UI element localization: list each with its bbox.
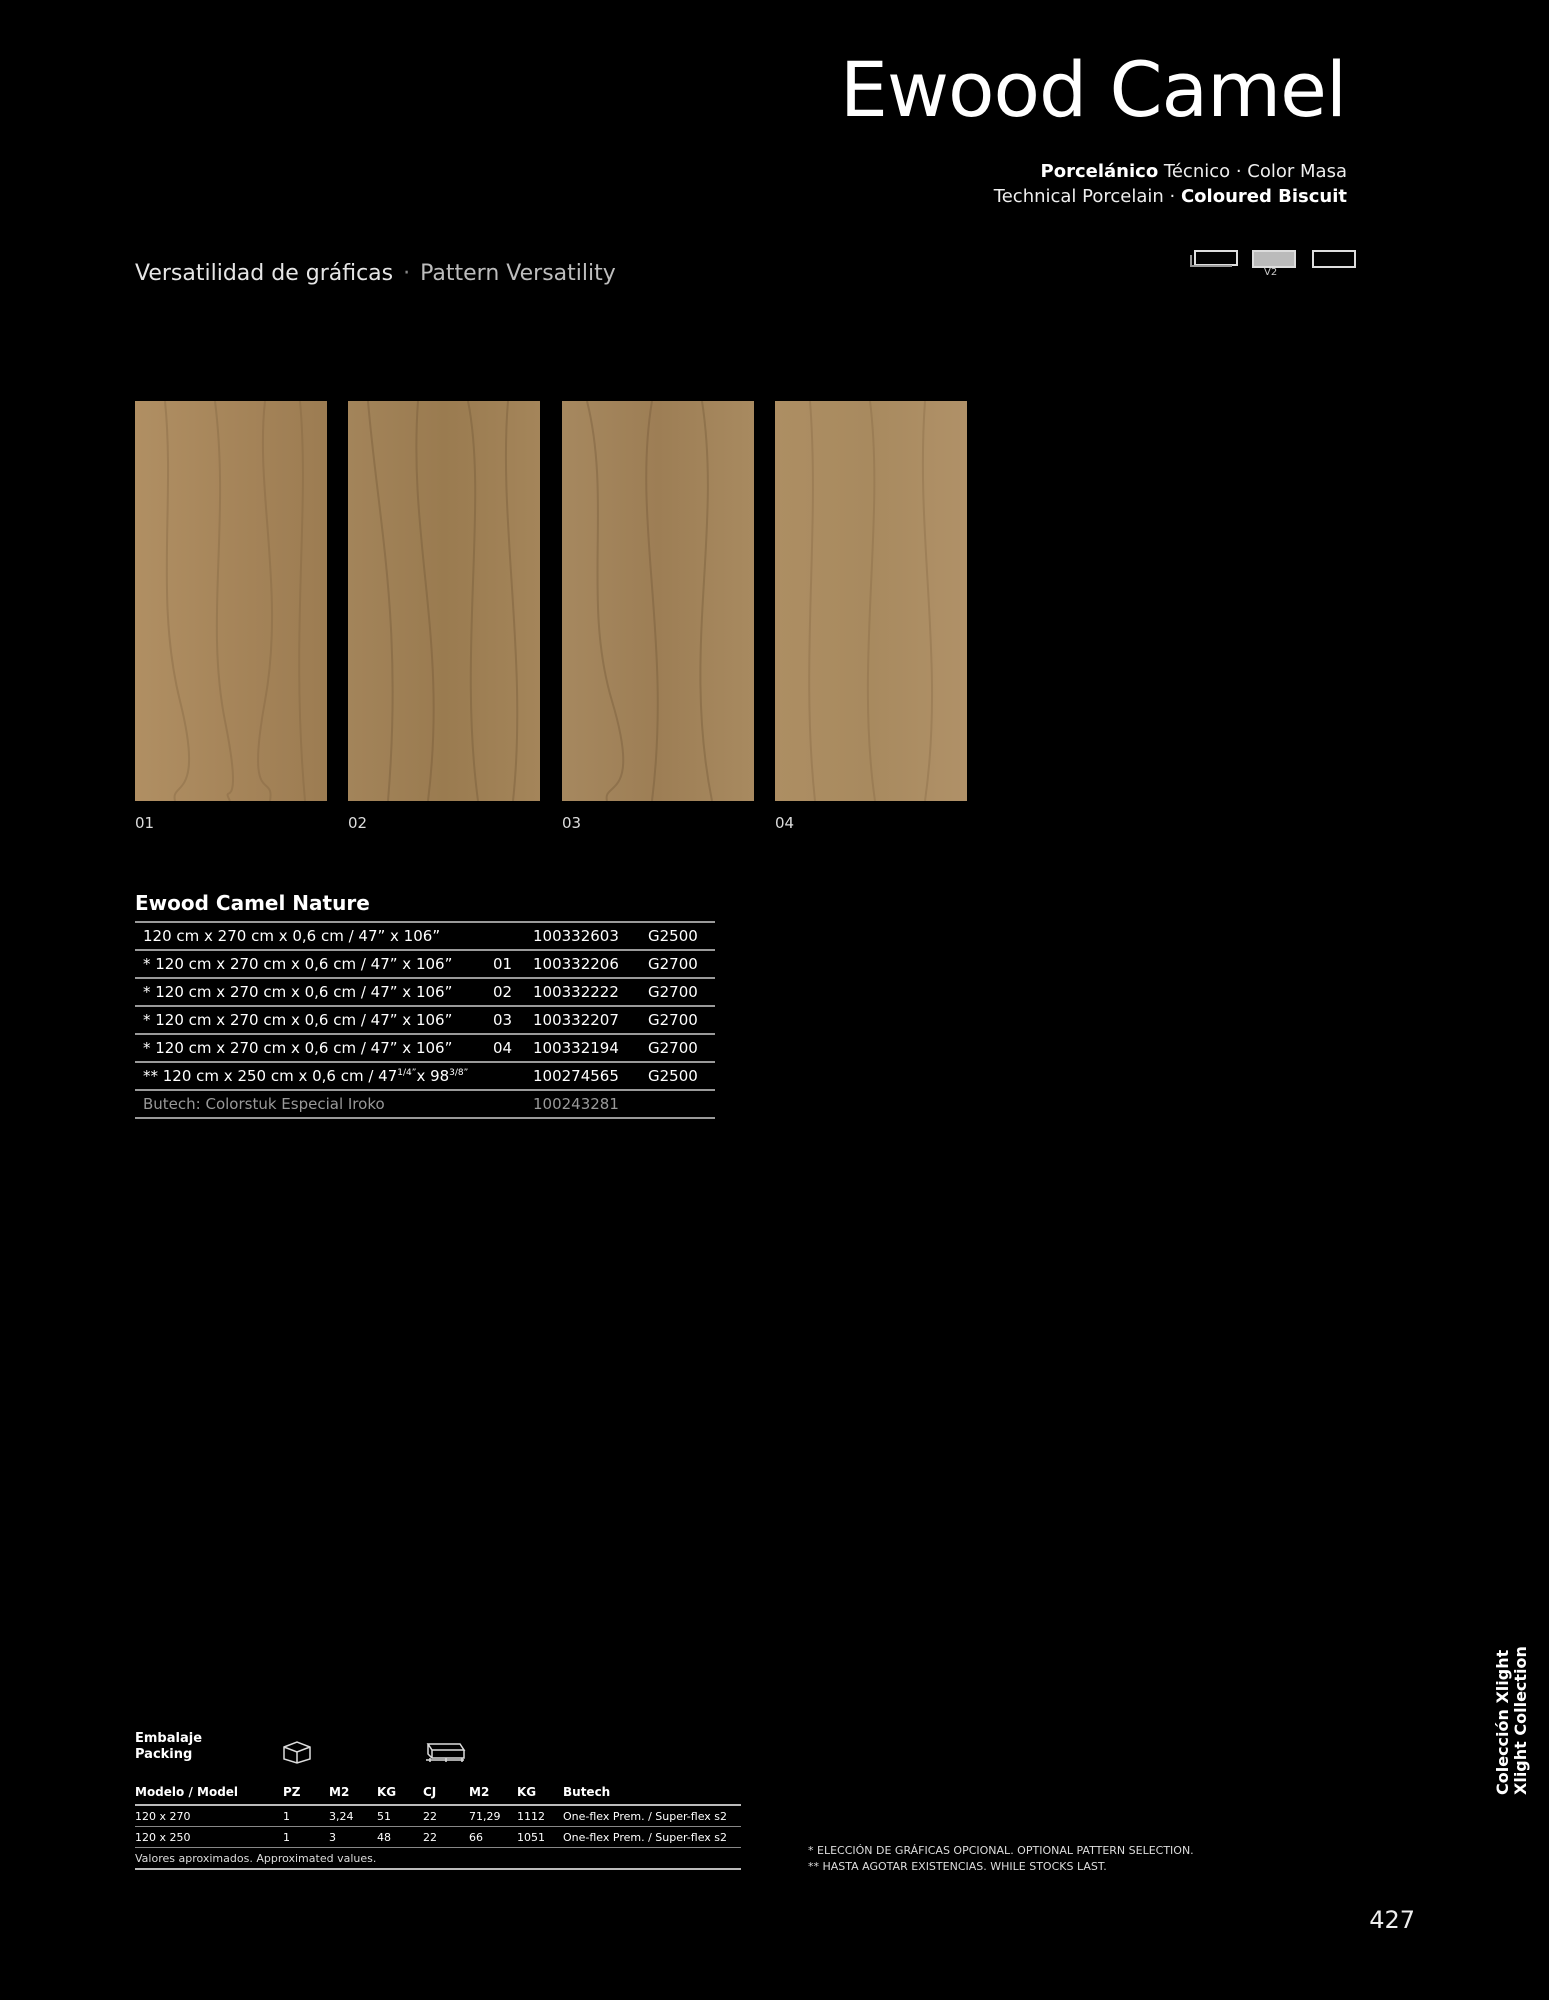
num-cell (485, 1062, 525, 1090)
cell: One-flex Prem. / Super-flex s2 (563, 1827, 741, 1848)
separator-dot: · (403, 261, 411, 286)
cell: 1 (283, 1827, 329, 1848)
col-pz: PZ (283, 1780, 329, 1805)
footnote-2: ** HASTA AGOTAR EXISTENCIAS. WHILE STOCKS LAST. (808, 1860, 1107, 1873)
stacked-slab-icon (1190, 248, 1238, 268)
num-cell: 01 (485, 950, 525, 978)
code-cell: 100332194 (525, 1034, 640, 1062)
table-row (135, 1006, 715, 1034)
ref-cell: G2700 (640, 1034, 715, 1062)
ref-cell: G2500 (640, 922, 715, 950)
packing-heading-es: Embalaje (135, 1731, 203, 1746)
footnote-1: * ELECCIÓN DE GRÁFICAS OPCIONAL. OPTIONAL PATTERN SELECTION. (808, 1844, 1194, 1857)
v2-label: V2 (1264, 267, 1278, 278)
tile-image-03 (562, 401, 754, 801)
packing-header-row (135, 1780, 741, 1805)
code-cell: 100332603 (525, 922, 640, 950)
packing-heading (135, 1731, 202, 1763)
col-m2-pallet: M2 (469, 1780, 517, 1805)
table-row (135, 1827, 741, 1848)
versatility-es: Versatilidad de gráficas (135, 261, 394, 286)
box-icon (282, 1740, 312, 1764)
size-cell: * 120 cm x 270 cm x 0,6 cm / 47” x 106” (135, 1006, 485, 1034)
table-row (135, 1805, 741, 1827)
page-title: Ewood Camel (839, 45, 1346, 134)
col-kg-pallet: KG (517, 1780, 563, 1805)
side-label-es: Colección Xlight (1493, 1649, 1512, 1795)
ref-cell: G2700 (640, 950, 715, 978)
table-row (135, 978, 715, 1006)
tile-image-04 (775, 401, 967, 801)
cell: 1 (283, 1805, 329, 1827)
num-cell: 03 (485, 1006, 525, 1034)
size-cell: 120 cm x 270 cm x 0,6 cm / 47” x 106” (135, 922, 485, 950)
col-m2: M2 (329, 1780, 377, 1805)
code-cell: 100332207 (525, 1006, 640, 1034)
butech-code: 100243281 (525, 1090, 640, 1118)
size-cell: ** 120 cm x 250 cm x 0,6 cm / $47^{1/4”}x$ $98^{3/8”}$ (135, 1062, 485, 1090)
code-cell: 100274565 (525, 1062, 640, 1090)
tile-label-01: 01 (135, 814, 155, 832)
side-label-en: Xlight Collection (1511, 1646, 1530, 1795)
col-cj: CJ (423, 1780, 469, 1805)
nature-title: Ewood Camel Nature (135, 891, 370, 915)
col-kg: KG (377, 1780, 423, 1805)
cell: 3 (329, 1827, 377, 1848)
packing-note: Valores aproximados. Approximated values. (135, 1848, 741, 1870)
size-cell: * 120 cm x 270 cm x 0,6 cm / 47” x 106” (135, 978, 485, 1006)
cell: 71,29 (469, 1805, 517, 1827)
size-cell: * 120 cm x 270 cm x 0,6 cm / 47” x 106” (135, 950, 485, 978)
packing-note-row (135, 1848, 741, 1870)
pattern-v2-icon (1250, 248, 1298, 278)
collection-side-label (1493, 1646, 1530, 1800)
cell: 48 (377, 1827, 423, 1848)
subtitle-en: Technical Porcelain · Coloured Biscuit (993, 186, 1347, 207)
footnotes (808, 1843, 1194, 1875)
table-row (135, 922, 715, 950)
versatility-en: Pattern Versatility (420, 261, 616, 286)
col-model: Modelo / Model (135, 1780, 283, 1805)
table-row-butech (135, 1090, 715, 1118)
num-cell: 04 (485, 1034, 525, 1062)
subtitle-es: Porcelánico Técnico · Color Masa (1040, 161, 1347, 182)
cell: 1051 (517, 1827, 563, 1848)
size-cell: * 120 cm x 270 cm x 0,6 cm / 47” x 106” (135, 1034, 485, 1062)
layout-icons (1190, 248, 1358, 278)
cell: 51 (377, 1805, 423, 1827)
cell: 120 x 250 (135, 1827, 283, 1848)
tile-label-02: 02 (348, 814, 368, 832)
pallet-icon (422, 1740, 466, 1764)
table-row (135, 1034, 715, 1062)
cell: 66 (469, 1827, 517, 1848)
page-number: 427 (1369, 1906, 1415, 1934)
table-row (135, 950, 715, 978)
ref-cell: G2500 (640, 1062, 715, 1090)
col-butech: Butech (563, 1780, 741, 1805)
table-row (135, 1062, 715, 1090)
ref-cell: G2700 (640, 978, 715, 1006)
butech-label: Butech: Colorstuk Especial Iroko (135, 1090, 485, 1118)
num-cell (485, 922, 525, 950)
section-heading-versatility (135, 261, 616, 286)
ref-cell: G2700 (640, 1006, 715, 1034)
tile-image-01 (135, 401, 327, 801)
code-cell: 100332222 (525, 978, 640, 1006)
code-cell: 100332206 (525, 950, 640, 978)
cell: 22 (423, 1805, 469, 1827)
cell: 3,24 (329, 1805, 377, 1827)
nature-spec-table (135, 921, 715, 1119)
num-cell: 02 (485, 978, 525, 1006)
product-subtitle (994, 159, 1347, 209)
tile-label-03: 03 (562, 814, 582, 832)
cell: 1112 (517, 1805, 563, 1827)
cell: One-flex Prem. / Super-flex s2 (563, 1805, 741, 1827)
tile-label-04: 04 (775, 814, 795, 832)
cell: 120 x 270 (135, 1805, 283, 1827)
packing-table (135, 1780, 741, 1870)
packing-heading-en: Packing (135, 1747, 193, 1762)
tile-image-02 (348, 401, 540, 801)
single-slab-icon (1310, 248, 1358, 268)
cell: 22 (423, 1827, 469, 1848)
